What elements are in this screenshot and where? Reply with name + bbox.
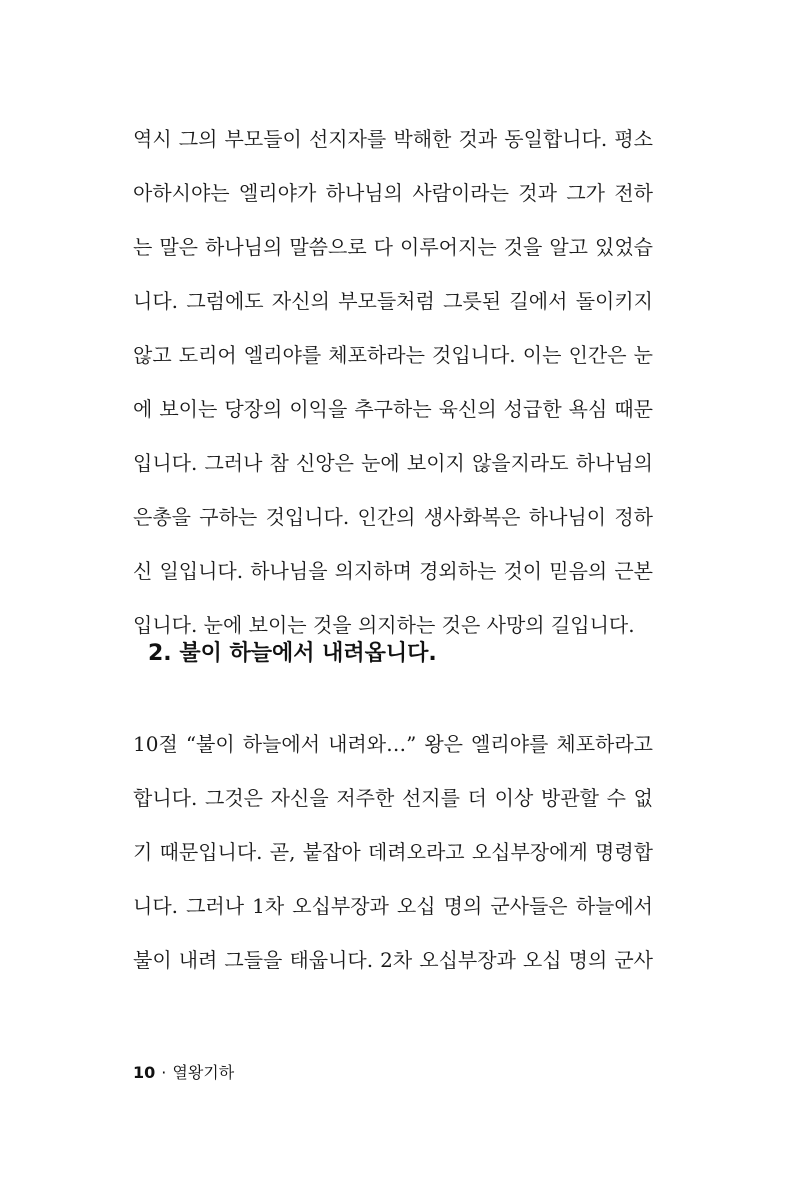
page-footer bbox=[133, 1060, 234, 1083]
page-number: 10 bbox=[133, 1063, 156, 1082]
footer-separator: · bbox=[161, 1063, 167, 1082]
text-line: 역시 그의 부모들이 선지자를 박해한 것과 동일합니다. 평소 bbox=[133, 127, 653, 151]
text-line: 신 일입니다. 하나님을 의지하며 경외하는 것이 믿음의 근본 bbox=[133, 559, 653, 583]
text-line: 에 보이는 당장의 이익을 추구하는 육신의 성급한 욕심 때문 bbox=[133, 397, 653, 421]
text-line: 입니다. 그러나 참 신앙은 눈에 보이지 않을지라도 하나님의 bbox=[133, 451, 653, 475]
text-line: 니다. 그러나 1차 오십부장과 오십 명의 군사들은 하늘에서 bbox=[133, 894, 653, 918]
text-line: 아하시야는 엘리야가 하나님의 사람이라는 것과 그가 전하 bbox=[133, 181, 653, 205]
text-line: 입니다. 눈에 보이는 것을 의지하는 것은 사망의 길입니다. bbox=[133, 613, 635, 637]
section-heading: 2. 불이 하늘에서 내려옵니다. bbox=[148, 641, 437, 666]
text-line: 는 말은 하나님의 말씀으로 다 이루어지는 것을 알고 있었습 bbox=[133, 235, 653, 259]
text-line: 기 때문입니다. 곧, 붙잡아 데려오라고 오십부장에게 명령합 bbox=[133, 840, 653, 864]
book-title: 열왕기하 bbox=[172, 1063, 235, 1082]
text-line: 불이 내려 그들을 태웁니다. 2차 오십부장과 오십 명의 군사 bbox=[133, 948, 653, 972]
text-line: 합니다. 그것은 자신을 저주한 선지를 더 이상 방관할 수 없 bbox=[133, 786, 653, 810]
text-line: 니다. 그럼에도 자신의 부모들처럼 그릇된 길에서 돌이키지 bbox=[133, 289, 653, 313]
body-paragraph-1 bbox=[133, 125, 653, 665]
text-line: 10절 “불이 하늘에서 내려와…” 왕은 엘리야를 체포하라고 bbox=[133, 732, 653, 756]
text-line: 은총을 구하는 것입니다. 인간의 생사화복은 하나님이 정하 bbox=[133, 505, 653, 529]
text-line: 않고 도리어 엘리야를 체포하라는 것입니다. 이는 인간은 눈 bbox=[133, 343, 653, 367]
body-paragraph-2 bbox=[133, 730, 653, 1000]
